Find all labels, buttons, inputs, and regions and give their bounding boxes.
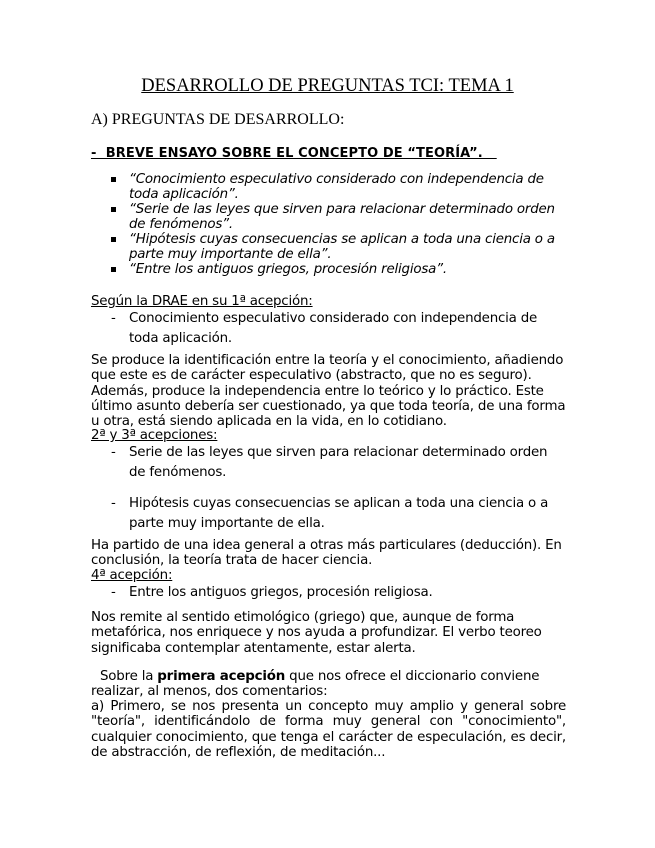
- acepcion-4-section: [91, 568, 566, 603]
- acepcion-item-text: Serie de las leyes que sirven para relacionar determinado orden de fenómenos.: [129, 445, 548, 480]
- definition-item: [91, 202, 561, 232]
- drae-section: [91, 294, 566, 348]
- square-bullet-icon: [111, 177, 116, 182]
- first-acepcion-term: primera acepción: [157, 669, 286, 684]
- acepcion-4-item: - Entre los antiguos griegos, procesión religiosa.: [111, 585, 433, 601]
- acepcion-item-text: Hipótesis cuyas consecuencias se aplican a toda una ciencia o a parte muy importante de ella.: [129, 496, 549, 531]
- drae-item-text: Conocimiento especulativo considerado con independencia de toda aplicación.: [129, 311, 538, 346]
- paragraph-comment-a: a) Primero, se nos presenta un concepto muy amplio y general sobre "teoría", identificándolo de forma muy general con "conocimiento", cualquier conocimiento, que tenga el carácter de especulación, es decir, de abstracción, de reflexión, de meditación...: [91, 699, 566, 760]
- paragraph-identification: Se produce la identificación entre la teoría y el conocimiento, añadiendo que este es de carácter especulativo (abstracto, que no es seguro). Además, produce la independencia entre lo teórico y lo práctico. Este último asunto debería ser cuestionado, ya que toda teoría, de una forma u otra, está siendo aplicada en la vida, en lo cotidiano.: [91, 353, 566, 430]
- paragraph-deduction: Ha partido de una idea general a otras más particulares (deducción). En conclusión, la teoría trata de hacer ciencia.: [91, 538, 562, 569]
- acepcion-4-item-text: Entre los antiguos griegos, procesión religiosa.: [129, 585, 433, 601]
- essay-heading: - BREVE ENSAYO SOBRE EL CONCEPTO DE “TEORÍA”.: [91, 146, 497, 161]
- definition-item: [91, 232, 561, 262]
- acepcion-item: - Serie de las leyes que sirven para relacionar determinado orden de fenómenos.: [111, 445, 548, 480]
- document-title: DESARROLLO DE PREGUNTAS TCI: TEMA 1: [141, 76, 514, 96]
- definition-text: “Conocimiento especulativo considerado con independencia de toda aplicación”.: [129, 172, 544, 202]
- square-bullet-icon: [111, 207, 116, 212]
- definition-text: “Serie de las leyes que sirven para relacionar determinado orden de fenómenos”.: [129, 202, 555, 232]
- definition-item: [91, 172, 561, 202]
- square-bullet-icon: [111, 267, 116, 272]
- definition-item: [91, 262, 561, 277]
- drae-item: - Conocimiento especulativo considerado con independencia de toda aplicación.: [111, 311, 538, 346]
- paragraph-etymology: Nos remite al sentido etimológico (griego) que, aunque de forma metafórica, nos enriquece y nos ayuda a profundizar. El verbo teoreo significaba contemplar atentamente, estar alerta.: [91, 610, 542, 656]
- definition-text: “Entre los antiguos griegos, procesión religiosa”.: [129, 262, 447, 277]
- acepciones-2-3-section: [91, 428, 566, 533]
- definition-text: “Hipótesis cuyas consecuencias se aplican a toda una ciencia o a parte muy importante de ella”.: [129, 232, 555, 262]
- square-bullet-icon: [111, 237, 116, 242]
- definition-list: [91, 172, 561, 277]
- acepcion-item: - Hipótesis cuyas consecuencias se aplican a toda una ciencia o a parte muy importante de ella.: [111, 496, 549, 531]
- paragraph-first-acepcion: Sobre la primera acepción que nos ofrece el diccionario conviene realizar, al menos, dos comentarios:: [91, 669, 540, 700]
- section-heading: A) PREGUNTAS DE DESARROLLO:: [91, 111, 345, 128]
- acepcion-4-heading: 4ª acepción:: [91, 568, 173, 583]
- drae-heading: Según la DRAE en su 1ª acepción:: [91, 294, 313, 309]
- acepciones-2-3-heading: 2ª y 3ª acepciones:: [91, 428, 218, 443]
